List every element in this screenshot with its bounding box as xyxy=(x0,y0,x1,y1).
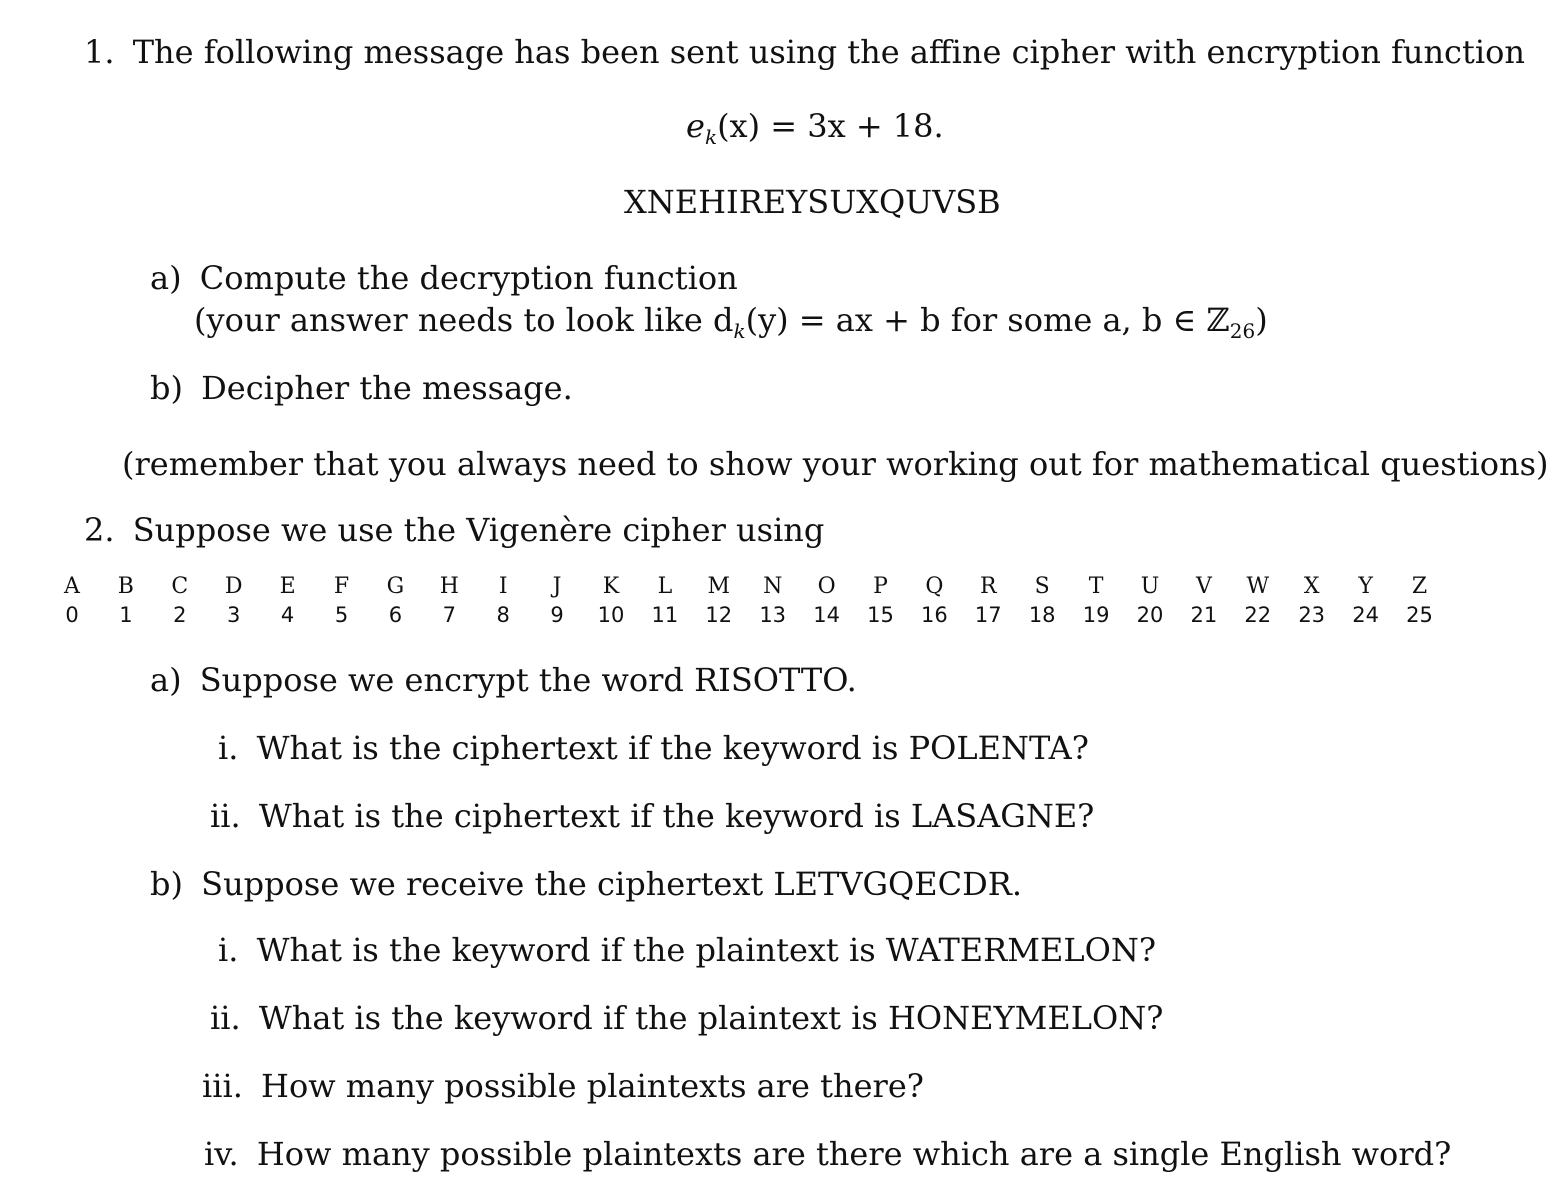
q1-part-a xyxy=(150,258,738,298)
q2-b-ii xyxy=(210,998,1163,1038)
alphabet-letter: J xyxy=(552,574,562,599)
alphabet-letter: C xyxy=(171,574,189,599)
question-1 xyxy=(84,32,1525,72)
alphabet-number: 0 xyxy=(65,603,79,627)
alphabet-letter: T xyxy=(1088,574,1104,599)
alphabet-number: 2 xyxy=(173,603,187,627)
part-label: a) xyxy=(150,259,182,297)
alphabet-table xyxy=(48,572,1433,632)
alphabet-number: 8 xyxy=(496,603,510,627)
hint-subscript-k: k xyxy=(733,319,746,343)
math-e: e xyxy=(686,107,705,145)
alphabet-number: 6 xyxy=(388,603,403,627)
alphabet-letter: S xyxy=(1034,574,1050,599)
alphabet-number: 14 xyxy=(813,603,840,627)
subpart-text: What is the ciphertext if the keyword is LASAGNE? xyxy=(258,797,1095,835)
alphabet-number: 19 xyxy=(1082,603,1110,627)
question-intro: The following message has been sent using the affine cipher with encryption function xyxy=(132,33,1525,71)
question-intro: Suppose we use the Vigenère cipher using xyxy=(132,511,825,549)
alphabet-letter: U xyxy=(1140,574,1160,599)
alphabet-letter: W xyxy=(1246,574,1270,599)
alphabet-letter: G xyxy=(386,574,405,599)
alphabet-letter: X xyxy=(1303,574,1320,599)
alphabet-number: 5 xyxy=(334,603,349,627)
alphabet-number: 22 xyxy=(1244,603,1272,627)
alphabet-number: 25 xyxy=(1406,603,1433,627)
alphabet-number: 15 xyxy=(867,603,894,627)
alphabet-letter: H xyxy=(439,574,459,599)
alphabet-number: 10 xyxy=(597,603,625,627)
alphabet-letter: M xyxy=(707,574,731,599)
alphabet-number: 12 xyxy=(705,603,733,627)
reminder-note: (remember that you always need to show your working out for mathematical questions) xyxy=(122,445,1549,483)
subpart-label: ii. xyxy=(210,797,241,835)
alphabet-letter: F xyxy=(333,574,350,599)
alphabet-number: 4 xyxy=(280,603,295,627)
question-number: 2. xyxy=(84,511,115,549)
question-2 xyxy=(84,510,824,550)
alphabet-number: 13 xyxy=(759,603,787,627)
alphabet-letter: Z xyxy=(1411,574,1428,599)
part-text: Decipher the message. xyxy=(201,369,573,407)
alphabet-letter: E xyxy=(279,574,296,599)
ciphertext-message: XNEHIREYSUXQUVSB xyxy=(624,183,1001,221)
alphabet-letter: A xyxy=(64,574,80,599)
part-text: Compute the decryption function xyxy=(199,259,738,297)
q2-part-b xyxy=(150,864,1022,904)
alphabet-letter: R xyxy=(980,574,997,599)
alphabet-number: 3 xyxy=(227,603,241,627)
q2-b-i xyxy=(218,930,1156,970)
subpart-text: What is the keyword if the plaintext is WATERMELON? xyxy=(256,931,1156,969)
math-subscript-k: k xyxy=(704,125,718,149)
alphabet-letter: Y xyxy=(1358,574,1373,599)
alphabet-number: 21 xyxy=(1190,603,1218,627)
alphabet-number: 23 xyxy=(1298,603,1326,627)
subpart-label: iv. xyxy=(204,1135,239,1173)
subpart-label: ii. xyxy=(210,999,241,1037)
q2-b-iv xyxy=(204,1134,1451,1174)
alphabet-number: 16 xyxy=(921,603,948,627)
subpart-text: How many possible plaintexts are there which are a single English word? xyxy=(256,1135,1452,1173)
alphabet-letter: P xyxy=(873,574,888,599)
hint-mid: (y) = ax + b for some a, b ∈ ℤ xyxy=(745,301,1230,339)
q2-part-a xyxy=(150,660,857,700)
hint-subscript-26: 26 xyxy=(1229,319,1256,343)
subpart-text: What is the keyword if the plaintext is HONEYMELON? xyxy=(258,999,1164,1037)
q1-part-a-hint xyxy=(194,300,1268,351)
subpart-text: How many possible plaintexts are there? xyxy=(261,1067,924,1105)
encryption-function xyxy=(686,106,944,157)
q2-b-iii xyxy=(202,1066,924,1106)
alphabet-letter: B xyxy=(117,574,134,599)
subpart-label: i. xyxy=(218,729,239,767)
q2-a-ii xyxy=(210,796,1094,836)
math-rest: (x) = 3x + 18. xyxy=(717,107,944,145)
part-label: b) xyxy=(150,865,183,903)
subpart-label: i. xyxy=(218,931,239,969)
alphabet-letter: I xyxy=(498,574,508,599)
alphabet-letter: O xyxy=(817,574,836,599)
part-text: Suppose we receive the ciphertext LETVGQECDR. xyxy=(201,865,1023,903)
alphabet-number: 18 xyxy=(1028,603,1056,627)
question-number: 1. xyxy=(84,33,115,71)
alphabet-letter: Q xyxy=(925,574,944,599)
alphabet-letter: V xyxy=(1195,574,1212,599)
alphabet-letter: L xyxy=(657,574,673,599)
part-label: b) xyxy=(150,369,183,407)
subpart-label: iii. xyxy=(202,1067,243,1105)
hint-pre: (your answer needs to look like d xyxy=(194,301,734,339)
alphabet-number: 11 xyxy=(651,603,679,627)
part-text: Suppose we encrypt the word RISOTTO. xyxy=(199,661,857,699)
alphabet-letter: D xyxy=(224,574,243,599)
alphabet-number: 1 xyxy=(119,603,133,627)
q1-part-b xyxy=(150,368,573,408)
alphabet-letter: N xyxy=(763,574,783,599)
q2-a-i xyxy=(218,728,1089,768)
alphabet-number: 9 xyxy=(550,603,564,627)
alphabet-number: 7 xyxy=(442,603,456,627)
alphabet-number: 24 xyxy=(1352,603,1379,627)
alphabet-number: 17 xyxy=(974,603,1002,627)
alphabet-letter: K xyxy=(602,574,620,599)
subpart-text: What is the ciphertext if the keyword is POLENTA? xyxy=(256,729,1089,767)
alphabet-number: 20 xyxy=(1136,603,1164,627)
hint-post: ) xyxy=(1255,301,1268,339)
part-label: a) xyxy=(150,661,182,699)
